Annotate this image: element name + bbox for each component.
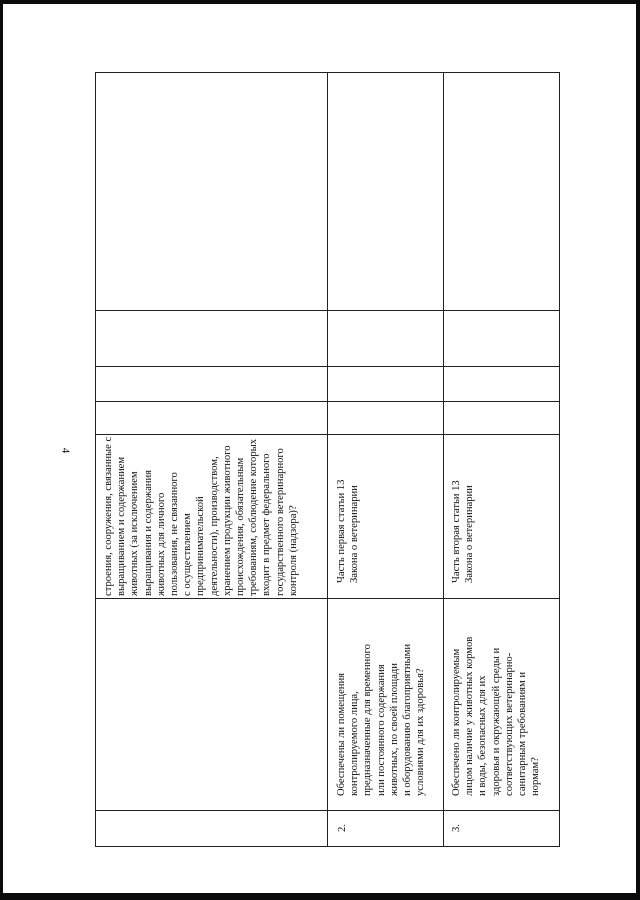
row3-number: 3. xyxy=(451,824,462,832)
table-border-right xyxy=(559,72,560,847)
row1-question-text: строения, сооружения, связанные с выращиванием и содержанием животных (за исключением выращивания и содержания животных для личного пользования, не связанного с осуществлением предпринимательской деятельности), производством, хранением продукции животного происхождения, обязательным требованиям, соблюдение которых входит в предмет федерального государственного ветеринарного контроля (надзора)? xyxy=(103,436,299,596)
row2-question-text: Обеспечены ли помещения контролируемого лица, предназначенные для временного или постоянного содержания животных, по своей площади и оборудованию благоприятными условиями для их здоровья? xyxy=(336,643,427,796)
column-separator-yes xyxy=(95,401,560,402)
column-separator-question xyxy=(95,598,560,599)
table-border-left xyxy=(95,72,96,847)
column-separator-no xyxy=(95,366,560,367)
row3-question-text: Обеспечено ли контролируемым лицом наличие у животных кормов и воды, безопасных для их здоровья и окружающей среды и соответствующих ветеринарно- санитарным требованиям и нормам? xyxy=(451,636,542,796)
row-separator-1 xyxy=(327,72,328,847)
row3-requisites-text: Часть вторая статьи 13 Закона о ветеринарии xyxy=(451,480,476,583)
row2-number: 2. xyxy=(337,824,348,832)
page-number: 4 xyxy=(59,447,72,454)
column-separator-num xyxy=(95,810,560,811)
column-separator-na xyxy=(95,310,560,311)
column-separator-requisites xyxy=(95,434,560,435)
row-separator-2 xyxy=(443,72,444,847)
row2-requisites-text: Часть первая статьи 13 Закона о ветеринарии xyxy=(336,479,361,583)
